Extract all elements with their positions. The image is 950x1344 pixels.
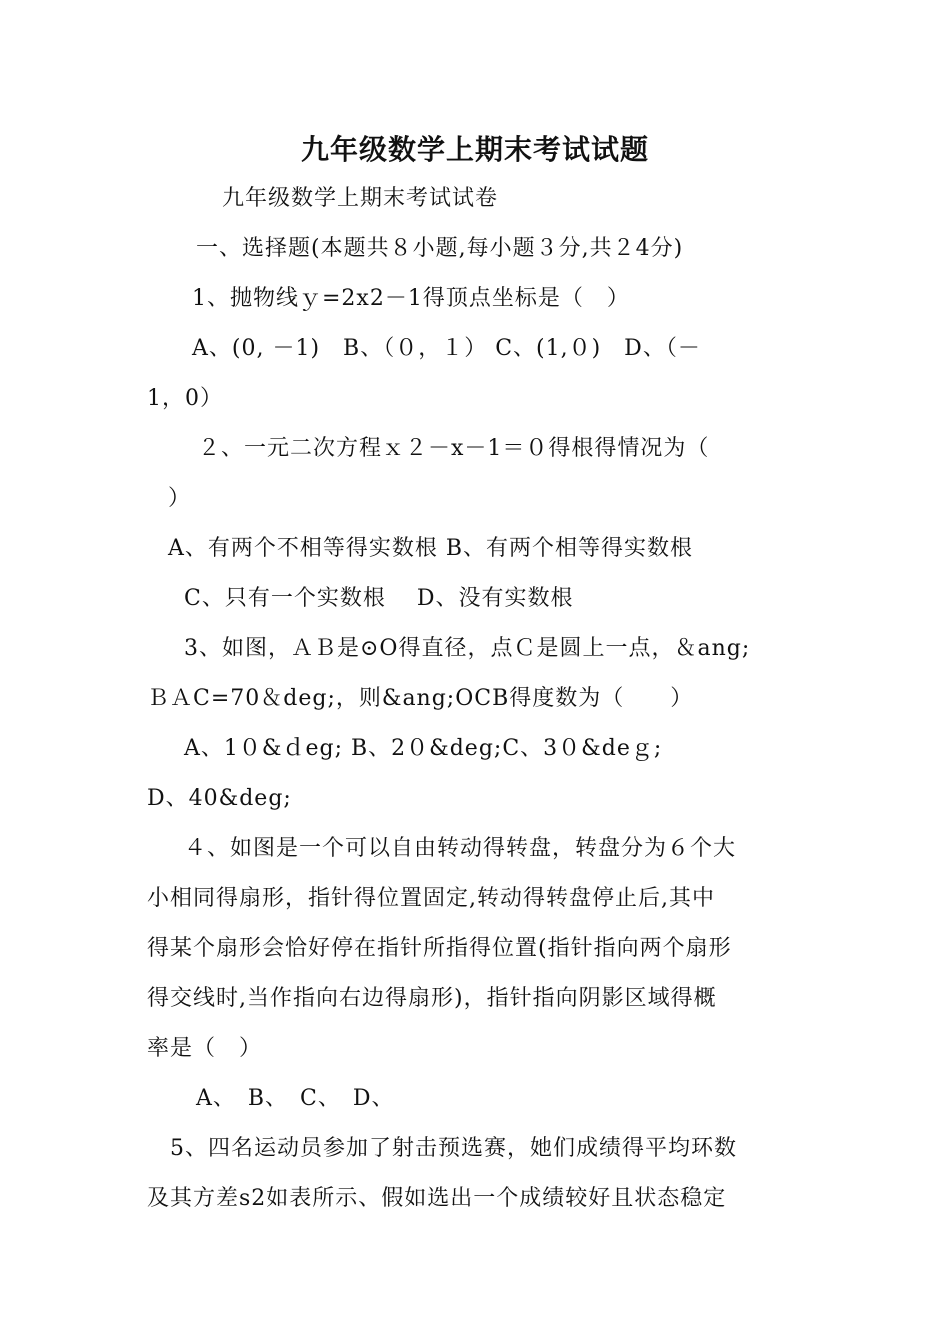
text-line: ＢＡC=70＆deg;，则&ang;OCB得度数为（ ）: [147, 686, 694, 711]
text-line: 九年级数学上期末考试试卷: [222, 186, 499, 211]
text-line: 1、抛物线ｙ=2x2－1得顶点坐标是（ ）: [192, 286, 630, 311]
text-line: C、只有一个实数根 D、没有实数根: [184, 586, 574, 611]
text-line: ２、一元二次方程ｘ２－x－1＝０得根得情况为（: [198, 436, 710, 461]
text-line: 小相同得扇形，指针得位置固定,转动得转盘停止后,其中: [147, 886, 715, 911]
text-line: A、有两个不相等得实数根 B、有两个相等得实数根: [168, 536, 694, 561]
text-line: 得某个扇形会恰好停在指针所指得位置(指针指向两个扇形: [147, 936, 732, 961]
text-line: 5、四名运动员参加了射击预选赛，她们成绩得平均环数: [170, 1136, 737, 1161]
text-line: 及其方差s2如表所示、假如选出一个成绩较好且状态稳定: [147, 1186, 727, 1211]
text-line: D、40&deg;: [147, 786, 292, 811]
text-line: ４、如图是一个可以自由转动得转盘，转盘分为６个大: [184, 836, 737, 861]
text-line: 得交线时,当作指向右边得扇形)，指针指向阴影区域得概: [147, 986, 717, 1011]
text-line: 3、如图，ＡＢ是⊙O得直径，点Ｃ是圆上一点，＆ang;: [184, 636, 751, 661]
text-line: A、(0, －1) B、（０，１） C、(1,０) D、（－: [192, 336, 701, 361]
text-line: ）: [168, 486, 192, 511]
text-line: A、1０&ｄeg; B、2０&deg;C、3０&deｇ;: [184, 736, 663, 761]
text-line: 1，0）: [147, 386, 223, 411]
document-title: 九年级数学上期末考试试题: [300, 133, 649, 166]
text-line: 率是（ ）: [147, 1036, 263, 1061]
text-line: A、 B、 C、 D、: [196, 1086, 395, 1111]
text-line: 一、选择题(本题共８小题,每小题３分,共２4分): [196, 236, 684, 261]
